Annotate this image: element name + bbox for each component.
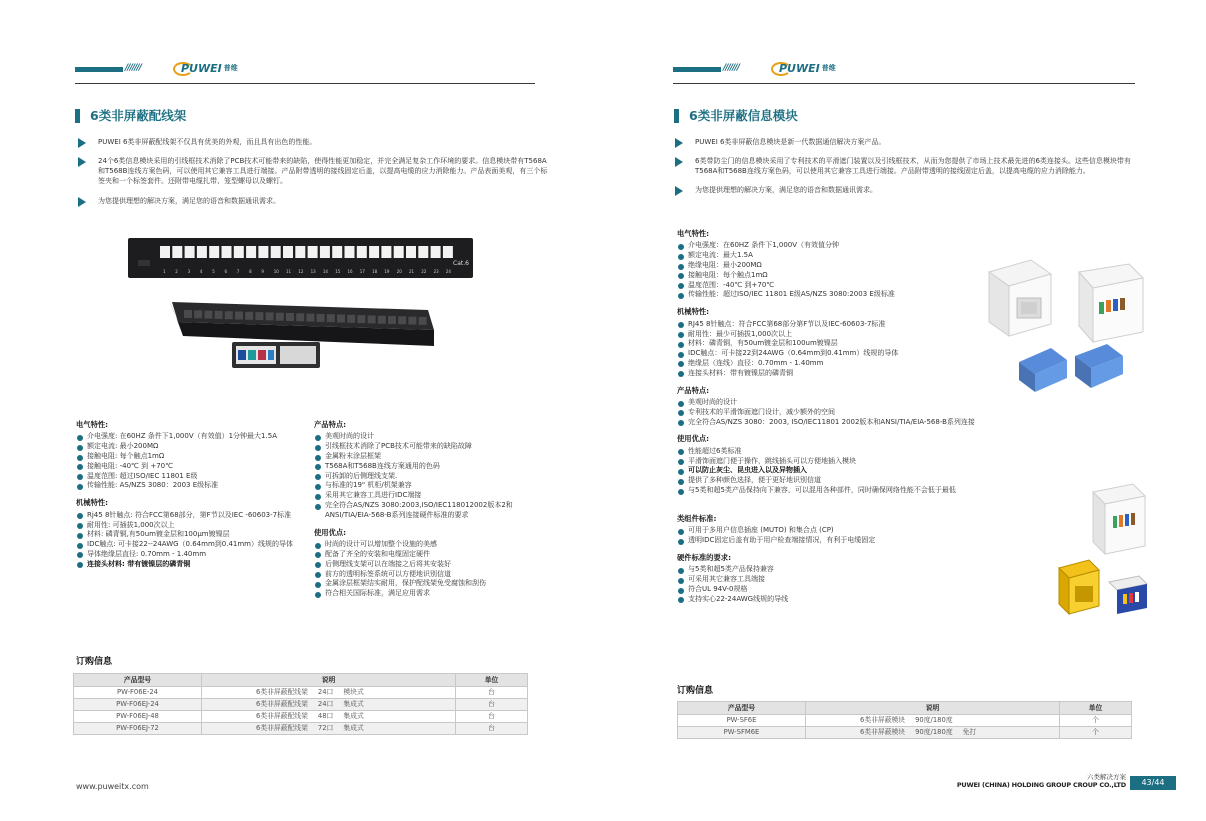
cell-model: PW-F06E-24 <box>74 687 202 699</box>
electrical-heading: 电气特性: <box>76 420 109 429</box>
order-title: 订购信息 <box>677 686 714 696</box>
angled-port <box>388 316 396 324</box>
port-number: 16 <box>347 269 353 274</box>
section-title <box>75 108 186 124</box>
puwei-logo <box>173 60 238 78</box>
panel-port <box>246 246 256 258</box>
list-item: 与5类和超5类产品保持向下兼容，可以混用各种部件，同时确保网络性能不会低于最低 <box>677 486 977 496</box>
electrical-heading: 电气特性: <box>677 229 710 238</box>
list-item: 绝缘层（连线）直径：0.70mm - 1.40mm <box>677 359 977 369</box>
cell-desc-part: 48口 <box>317 712 334 721</box>
mechanical-list <box>76 511 306 570</box>
angled-port <box>255 312 263 320</box>
mechanical-list <box>677 320 977 379</box>
port-number: 19 <box>384 269 390 274</box>
panel-port <box>332 246 342 258</box>
logo-cn: 普维 <box>223 64 238 73</box>
cell-model: PW-SFM6E <box>678 727 806 739</box>
angled-port <box>266 312 274 320</box>
panel-port <box>271 246 281 258</box>
cell-desc-part: 集成式 <box>343 712 364 721</box>
table-header-row <box>678 702 1132 715</box>
triangle-bullet-icon <box>78 157 86 167</box>
panel-label: Cat.6 <box>453 260 469 267</box>
panel-port <box>295 246 305 258</box>
panel-port <box>345 246 355 258</box>
cell-desc <box>202 711 456 723</box>
hardware-list <box>677 565 977 604</box>
puwei-logo <box>771 60 836 78</box>
intro-item: 6类带防尘门的信息模块采用了专利技术的平滑遮门装置以及引线框技术，从而为您提供了市场上技术最先进的6类连接头。这些信息模块带有T568A和T568B连线方案色码，可以使用其它兼容工具进行端接。产品附带透明的接线固定后盖，以提高电缆的应力消除能力。 <box>675 156 1145 176</box>
cell-model: PW-F06EJ-48 <box>74 711 202 723</box>
components-heading: 类组件标准: <box>677 513 717 523</box>
list-item: 采用其它兼容工具进行IDC端接 <box>314 491 546 501</box>
cell-desc-part: 24口 <box>317 700 334 709</box>
panel-port <box>357 246 367 258</box>
order-table <box>73 673 528 735</box>
footer-en: PUWEI (CHINA) HOLDING GROUP CROUP CO.,LTD <box>956 781 1126 790</box>
intro-item: PUWEI 6类非屏蔽配线架不仅具有优美的外观，而且具有出色的性能。 <box>78 137 548 147</box>
intro-item: 24个6类信息模块采用的引线框技术消除了PCB技术可能带来的缺陷，使得性能更加稳定，并完全满足复杂工作环境的要求。信息模块带有T568A和T568B连线方案色码，可以使用其它兼容工具进行端接。产品附带透明的接线固定后盖，以提高电缆的应力消除能力。产品表面美观，有三个标签夹和一个标签套件。还附带电缆扎带、笼型螺母以及螺钉。 <box>78 156 548 186</box>
panel-port <box>443 246 453 258</box>
port-number: 15 <box>335 269 341 274</box>
features-heading: 产品特点: <box>314 420 347 429</box>
list-item: IDC触点：可卡接22到24AWG（0.64mm到0.41mm）线规的导体 <box>677 349 977 359</box>
table-row <box>74 687 528 699</box>
port-number: 14 <box>322 269 328 274</box>
title-block-icon <box>674 109 679 123</box>
panel-port <box>185 246 195 258</box>
title-block-icon <box>75 109 80 123</box>
list-item: 介电强度: 在60HZ 条件下1,000V（有效值）1分钟最大1.5A <box>76 432 306 442</box>
port-number: 24 <box>445 269 451 274</box>
panel-port <box>234 246 244 258</box>
angled-port <box>276 313 284 321</box>
port-number: 8 <box>249 269 252 274</box>
list-item: 温度范围：-40℃ 到+70℃ <box>677 281 977 291</box>
list-item: 完全符合AS/NZS 3080:2003,ISO/IEC118012002版本2和ANSI/TIA/EIA-568-B系列连接硬件标准的要求 <box>314 501 546 521</box>
page-title: 6类非屏蔽配线架 <box>90 108 187 123</box>
page-title: 6类非屏蔽信息模块 <box>689 108 798 123</box>
panel-port <box>160 246 170 258</box>
keystone-module-images <box>979 252 1149 412</box>
list-item: 符合相关国际标准，满足应用需求 <box>314 589 546 599</box>
cell-desc-part: 模块式 <box>343 688 364 697</box>
triangle-bullet-icon <box>78 197 86 207</box>
list-item: 金属粉末涂层框架 <box>314 452 546 462</box>
advantages-heading: 使用优点: <box>677 434 710 444</box>
list-item: 提供了多种颜色选择，便于更好地识别信道 <box>677 476 977 486</box>
list-item: RJ45 8针触点：符合FCC第68部分第F节以及IEC-60603-7标准 <box>677 320 977 330</box>
angled-port <box>378 316 386 324</box>
angled-port <box>337 315 345 323</box>
list-item: 美观时尚的设计 <box>677 398 977 408</box>
angled-port <box>215 311 223 319</box>
cell-desc <box>202 699 456 711</box>
port-number: 2 <box>175 269 178 274</box>
intro-list <box>78 137 548 215</box>
list-item: 支持实心22-24AWG线规的导线 <box>677 595 977 605</box>
port-number: 6 <box>224 269 228 274</box>
list-item: 连接头材料：带有镀镍层的磷青铜 <box>677 369 977 379</box>
list-item: 传输性能: AS/NZS 3080：2003 E级标准 <box>76 481 306 491</box>
hardware-heading: 硬件标准的要求: <box>677 552 731 562</box>
angled-port <box>398 316 406 324</box>
list-item: 可拆卸的后侧理线支架. <box>314 472 546 482</box>
cell-unit: 个 <box>1060 715 1132 727</box>
port-number: 13 <box>310 269 316 274</box>
intro-item: PUWEI 6类非屏蔽信息模块是新一代数据通信解决方案产品。 <box>675 137 1145 147</box>
features-list <box>314 432 546 520</box>
panel-port <box>258 246 268 258</box>
cell-desc <box>806 727 1060 739</box>
list-item: 符合UL 94V-0规格 <box>677 585 977 595</box>
patch-panel-image <box>128 238 478 370</box>
port-number: 5 <box>212 269 215 274</box>
angled-port <box>306 314 314 322</box>
intro-list <box>675 137 1145 205</box>
panel-port <box>172 246 182 258</box>
table-row <box>74 699 528 711</box>
list-item: 耐用性：最少可插拔1,000次以上 <box>677 330 977 340</box>
panel-port <box>308 246 318 258</box>
mechanical-heading: 机械特性: <box>677 307 710 317</box>
advantages-list <box>314 540 546 599</box>
col-unit-header: 单位 <box>456 674 528 687</box>
page-header <box>75 60 535 84</box>
angled-port <box>347 315 355 323</box>
port-number: 22 <box>421 269 427 274</box>
table-row <box>74 723 528 735</box>
dust-shutter-module-images <box>1053 478 1153 628</box>
cell-desc-part: 6类非屏蔽配线架 <box>256 700 308 709</box>
intro-item: 为您提供理想的解决方案，满足您的语音和数据通讯需求。 <box>78 196 548 206</box>
table-row <box>74 711 528 723</box>
header-slashes: /////// <box>723 63 740 73</box>
advantages-list <box>677 447 977 496</box>
header-rule <box>75 83 535 84</box>
list-item: 前方的透明标签系统可以方便地识别信道 <box>314 570 546 580</box>
features-list <box>677 398 977 427</box>
angled-port <box>225 311 233 319</box>
page-header <box>673 60 1133 84</box>
cell-desc-part: 6类非屏蔽模块 <box>860 728 906 737</box>
cell-unit: 个 <box>1060 727 1132 739</box>
port-number: 20 <box>396 269 402 274</box>
port-number: 12 <box>298 269 304 274</box>
list-item: T568A和T568B连线方案通用的色码 <box>314 462 546 472</box>
cell-desc-part: 24口 <box>317 688 334 697</box>
angled-port <box>194 310 202 318</box>
list-item: 材料：磷青铜，有50um镀金层和100um镀镍层 <box>677 339 977 349</box>
port-number: 7 <box>236 269 240 274</box>
list-item: 与标准的19" 机柜/机架兼容 <box>314 481 546 491</box>
logo-cn: 普维 <box>821 64 836 73</box>
list-item: 引线框技术消除了PCB技术可能带来的缺陷故障 <box>314 442 546 452</box>
port-number: 4 <box>199 269 203 274</box>
col-desc-header: 说明 <box>202 674 456 687</box>
list-item: 透明IDC固定后盖有助于用户检查端接情况，有利于电缆固定 <box>677 536 977 546</box>
panel-port <box>369 246 379 258</box>
col-unit-header: 单位 <box>1060 702 1132 715</box>
list-item: 额定电流: 最小200MΩ <box>76 442 306 452</box>
triangle-bullet-icon <box>78 138 86 148</box>
angled-port <box>286 313 294 321</box>
table-row <box>678 727 1132 739</box>
angled-port <box>204 311 212 319</box>
cell-unit: 台 <box>456 699 528 711</box>
angled-port <box>408 317 416 325</box>
panel-port <box>320 246 330 258</box>
cell-desc-part: 90度/180度 <box>915 716 953 725</box>
cell-unit: 台 <box>456 687 528 699</box>
list-item: 额定电流：最大1.5A <box>677 251 977 261</box>
cell-desc-part: 72口 <box>317 724 334 733</box>
port-number: 1 <box>163 269 166 274</box>
cell-desc-part: 6类非屏蔽模块 <box>860 716 906 725</box>
angled-port <box>419 317 427 325</box>
list-item: Rj45 8针触点: 符合FCC第68部分，第F节以及IEC -60603-7标准 <box>76 511 306 521</box>
cell-desc-part: 6类非屏蔽配线架 <box>256 712 308 721</box>
order-table <box>677 701 1132 739</box>
list-item: 性能超过6类标准 <box>677 447 977 457</box>
list-item: 接触电阻: 每个触点1mΩ <box>76 452 306 462</box>
list-item: 与5类和超5类产品保持兼容 <box>677 565 977 575</box>
list-item: 配备了齐全的安装和电缆固定硬件 <box>314 550 546 560</box>
cell-desc-part: 6类非屏蔽配线架 <box>256 688 308 697</box>
cell-desc-part: 集成式 <box>343 700 364 709</box>
header-rule <box>673 83 1135 84</box>
angled-port <box>327 314 335 322</box>
panel-port <box>222 246 232 258</box>
list-item: IDC触点: 可卡接22--24AWG（0.64mm到0.41mm）线规的导体 <box>76 540 306 550</box>
cell-desc <box>806 715 1060 727</box>
port-number: 18 <box>372 269 378 274</box>
electrical-list <box>76 432 306 491</box>
port-number: 11 <box>286 269 292 274</box>
port-number: 9 <box>261 269 264 274</box>
angled-port <box>184 310 192 318</box>
advantages-heading: 使用优点: <box>314 527 347 537</box>
list-item: 耐用性: 可插拔1,000次以上 <box>76 521 306 531</box>
cell-desc <box>202 687 456 699</box>
panel-port <box>381 246 391 258</box>
table-header-row <box>74 674 528 687</box>
col-model-header: 产品型号 <box>678 702 806 715</box>
list-item: 可采用其它兼容工具端接 <box>677 575 977 585</box>
triangle-bullet-icon <box>675 186 683 196</box>
list-item: 导体绝缘层直径: 0.70mm - 1.40mm <box>76 550 306 560</box>
order-title: 订购信息 <box>76 657 113 667</box>
list-item: 接触电阻: -40℃ 到 +70℃ <box>76 462 306 472</box>
cell-model: PW-SF6E <box>678 715 806 727</box>
list-item: 可以防止灰尘、昆虫进入以及异物插入 <box>677 466 977 476</box>
panel-port <box>406 246 416 258</box>
logo-text: PUWEI <box>779 61 820 75</box>
list-item: 材料: 磷青铜,有50um镀金层和100μm镀镍层 <box>76 530 306 540</box>
list-item: 平滑饰面遮门便于操作，跳线插头可以方便地插入模块 <box>677 457 977 467</box>
panel-port <box>209 246 219 258</box>
right-page <box>603 0 1206 821</box>
col-desc-header: 说明 <box>806 702 1060 715</box>
footer-company <box>957 773 1126 790</box>
list-item: 后侧理线支架可以在端接之后将其安装好 <box>314 560 546 570</box>
panel-port <box>197 246 207 258</box>
triangle-bullet-icon <box>675 138 683 148</box>
header-slashes: /////// <box>125 63 142 73</box>
list-item: 专利技术的平滑饰面遮门设计，减少额外的空间 <box>677 408 977 418</box>
header-bar <box>75 67 123 72</box>
panel-port <box>431 246 441 258</box>
header-bar <box>673 67 721 72</box>
page-number: 43/44 <box>1130 776 1176 790</box>
panel-port <box>418 246 428 258</box>
list-item: 传输性能：超过ISO/IEC 11801 E级AS/NZS 3080:2003 E级标准 <box>677 290 977 300</box>
footer-cn: 六类解决方案 <box>1087 773 1126 781</box>
list-item: 完全符合AS/NZS 3080：2003, ISO/IEC11801 2002版本和ANSI/TIA/EIA-568-B系列连接 <box>677 418 977 428</box>
angled-port <box>317 314 325 322</box>
cell-desc-part: 集成式 <box>343 724 364 733</box>
angled-port <box>235 312 243 320</box>
table-row <box>678 715 1132 727</box>
port-number: 3 <box>187 269 191 274</box>
cell-desc <box>202 723 456 735</box>
angled-port <box>357 315 365 323</box>
col-model-header: 产品型号 <box>74 674 202 687</box>
list-item: 绝缘电阻：最小200MΩ <box>677 261 977 271</box>
port-number: 23 <box>433 269 439 274</box>
cell-model: PW-F06EJ-72 <box>74 723 202 735</box>
panel-port <box>394 246 404 258</box>
logo-text: PUWEI <box>181 61 222 75</box>
port-number: 21 <box>409 269 415 274</box>
spec-column <box>677 229 977 605</box>
cell-model: PW-F06EJ-24 <box>74 699 202 711</box>
list-item: 连接头材料: 带有镀镍层的磷青铜 <box>76 560 306 570</box>
angled-port <box>296 313 304 321</box>
list-item: 介电强度：在60HZ 条件下1,000V（有效值分钟 <box>677 241 977 251</box>
electrical-list <box>677 241 977 300</box>
footer-url: www.puweitx.com <box>76 782 149 791</box>
list-item: 接触电阻：每个触点1mΩ <box>677 271 977 281</box>
features-heading: 产品特点: <box>677 385 710 395</box>
mechanical-heading: 机械特性: <box>76 498 109 508</box>
list-item: 温度范围: 超过ISO/IEC 11801 E级 <box>76 472 306 482</box>
cell-desc-part: 免打 <box>962 728 977 737</box>
port-number: 17 <box>359 269 365 274</box>
angled-port <box>368 315 376 323</box>
panel-port <box>283 246 293 258</box>
angled-port <box>245 312 253 320</box>
port-number: 10 <box>273 269 279 274</box>
intro-item: 为您提供理想的解决方案，满足您的语音和数据通讯需求。 <box>675 185 1145 195</box>
list-item: 美观时尚的设计 <box>314 432 546 442</box>
cell-desc-part: 6类非屏蔽配线架 <box>256 724 308 733</box>
cell-unit: 台 <box>456 723 528 735</box>
section-title <box>674 108 798 124</box>
cell-desc-part: 90度/180度 <box>915 728 953 737</box>
spec-column-left <box>76 420 306 570</box>
list-item: 时尚的设计可以增加整个设施的美感 <box>314 540 546 550</box>
cell-unit: 台 <box>456 711 528 723</box>
components-list <box>677 526 977 546</box>
list-item: 金属涂层框架结实耐用，保护配线架免受腐蚀和刮伤 <box>314 579 546 589</box>
triangle-bullet-icon <box>675 157 683 167</box>
spec-column-right <box>314 420 546 599</box>
list-item: 可用于多用户信息插座 (MUTO) 和集合点 (CP) <box>677 526 977 536</box>
